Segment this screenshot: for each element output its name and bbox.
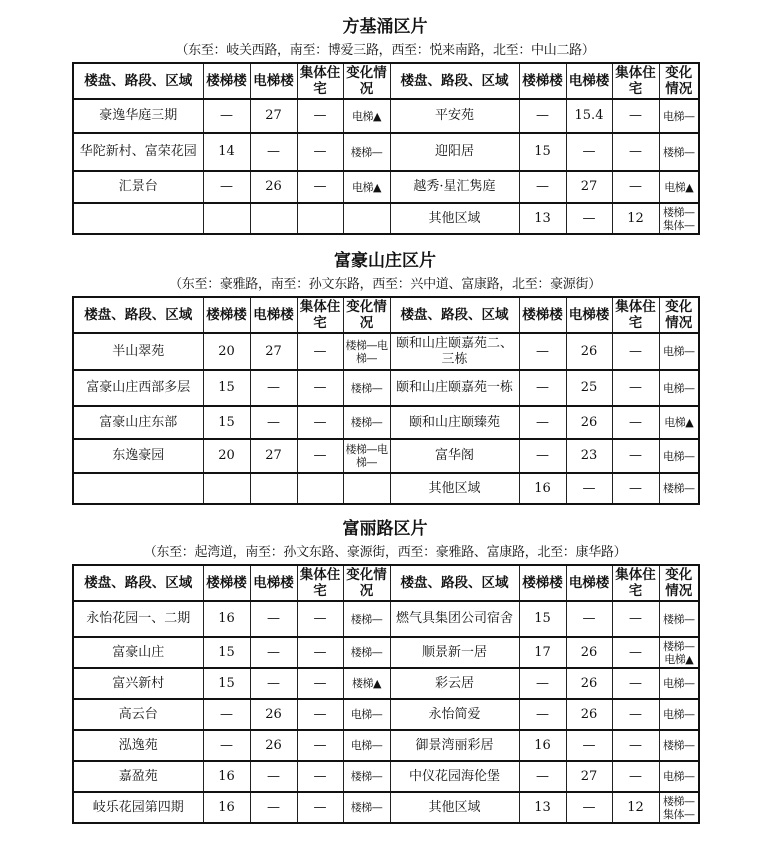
cell-elevator: 23 [566, 439, 612, 473]
section-fangjiyong [72, 14, 698, 235]
cell-stair: — [203, 171, 250, 203]
cell-name: 永怡花园一、二期 [73, 601, 203, 637]
cell-collective: — [612, 668, 659, 699]
cell-change: 楼梯—电梯▲ [659, 637, 699, 668]
cell-name: 岐乐花园第四期 [73, 792, 203, 823]
cell-elevator: — [250, 370, 297, 406]
cell-elevator: 26 [566, 699, 612, 730]
cell-elevator: 27 [566, 171, 612, 203]
cell-name: 其他区域 [390, 203, 519, 234]
header-name: 楼盘、路段、区域 [390, 297, 519, 333]
cell-change: 楼梯—集体— [659, 792, 699, 823]
cell-name: 富豪山庄 [73, 637, 203, 668]
cell-collective: — [297, 370, 343, 406]
cell-name: 颐和山庄颐嘉苑二、三栋 [390, 333, 519, 370]
cell-collective: — [612, 439, 659, 473]
cell-collective: — [612, 473, 659, 504]
cell-collective: — [612, 406, 659, 439]
cell-change: 楼梯— [343, 133, 390, 171]
cell-change: 楼梯— [343, 370, 390, 406]
cell-name: 彩云居 [390, 668, 519, 699]
cell-stair: — [203, 99, 250, 133]
cell-collective: — [297, 730, 343, 761]
cell-collective: — [612, 171, 659, 203]
cell-name: 顺景新一居 [390, 637, 519, 668]
cell-name: 富豪山庄西部多层 [73, 370, 203, 406]
header-stair: 楼梯楼 [519, 565, 566, 601]
cell-collective: — [297, 792, 343, 823]
cell-change: 楼梯— [343, 601, 390, 637]
table-row [73, 473, 699, 504]
cell-change: 楼梯— [343, 406, 390, 439]
cell-collective: — [297, 171, 343, 203]
table-row [73, 637, 699, 668]
cell-collective [297, 203, 343, 234]
section-title: 方基涌区片 [342, 17, 428, 37]
cell-stair: 15 [519, 601, 566, 637]
cell-stair: 14 [203, 133, 250, 171]
cell-collective: — [612, 637, 659, 668]
header-elevator: 电梯楼 [250, 565, 297, 601]
cell-collective: — [612, 99, 659, 133]
cell-collective: — [297, 699, 343, 730]
cell-name: 其他区域 [390, 473, 519, 504]
table-row [73, 333, 699, 370]
cell-elevator: 26 [566, 333, 612, 370]
cell-name: 豪逸华庭三期 [73, 99, 203, 133]
cell-change: 电梯▲ [659, 406, 699, 439]
cell-stair: — [519, 699, 566, 730]
cell-change: 楼梯—集体— [659, 203, 699, 234]
cell-elevator: — [250, 133, 297, 171]
cell-change: 电梯— [659, 370, 699, 406]
cell-stair [203, 203, 250, 234]
cell-stair: 16 [519, 473, 566, 504]
cell-stair: — [203, 699, 250, 730]
cell-name [73, 203, 203, 234]
cell-elevator: — [250, 668, 297, 699]
table-row [73, 699, 699, 730]
cell-elevator: — [566, 730, 612, 761]
table-row [73, 761, 699, 792]
cell-change: 楼梯— [659, 473, 699, 504]
section-fuli-road [72, 516, 698, 824]
cell-elevator [250, 203, 297, 234]
cell-elevator: 27 [566, 761, 612, 792]
cell-name: 中仪花园海伦堡 [390, 761, 519, 792]
cell-stair: 15 [519, 133, 566, 171]
cell-stair: — [519, 406, 566, 439]
price-table [72, 296, 700, 505]
cell-elevator: 26 [566, 637, 612, 668]
table-row [73, 133, 699, 171]
cell-collective: — [612, 370, 659, 406]
header-collective: 集体住宅 [612, 565, 659, 601]
cell-change: 楼梯— [343, 792, 390, 823]
cell-elevator: — [250, 637, 297, 668]
header-change: 变化情况 [659, 297, 699, 333]
cell-name: 半山翠苑 [73, 333, 203, 370]
cell-collective: 12 [612, 792, 659, 823]
cell-name: 富豪山庄东部 [73, 406, 203, 439]
cell-change: 楼梯— [659, 601, 699, 637]
cell-elevator: 27 [250, 439, 297, 473]
cell-collective: — [297, 668, 343, 699]
section-bounds: （东至：岐关西路，南至：博爱三路，西至：悦来南路，北至：中山二路） [175, 43, 595, 58]
cell-stair: 20 [203, 333, 250, 370]
cell-stair: 15 [203, 668, 250, 699]
cell-collective: — [612, 761, 659, 792]
cell-stair: — [519, 171, 566, 203]
section-fuhao-shanzhuang [72, 248, 698, 505]
cell-change: 电梯— [659, 699, 699, 730]
header-change: 变化情况 [343, 63, 390, 99]
cell-stair: 16 [203, 792, 250, 823]
section-bounds: （东至：豪雅路，南至：孙文东路，西至：兴中道、富康路，北至：豪源街） [169, 277, 601, 292]
header-change: 变化情况 [343, 565, 390, 601]
header-row [73, 565, 699, 601]
cell-name: 越秀·星汇隽庭 [390, 171, 519, 203]
cell-name: 高云台 [73, 699, 203, 730]
cell-change: 楼梯— [659, 730, 699, 761]
cell-name: 燃气具集团公司宿舍 [390, 601, 519, 637]
cell-change: 楼梯—电梯— [343, 439, 390, 473]
cell-stair: 15 [203, 637, 250, 668]
cell-collective: — [612, 601, 659, 637]
cell-elevator: 27 [250, 99, 297, 133]
cell-elevator: — [566, 792, 612, 823]
cell-stair: — [519, 761, 566, 792]
cell-collective: — [297, 439, 343, 473]
cell-collective: — [612, 333, 659, 370]
cell-stair: — [519, 668, 566, 699]
cell-stair: — [519, 99, 566, 133]
cell-stair: 15 [203, 406, 250, 439]
cell-name: 御景湾丽彩居 [390, 730, 519, 761]
cell-change: 电梯▲ [343, 171, 390, 203]
cell-name: 平安苑 [390, 99, 519, 133]
cell-name: 泓逸苑 [73, 730, 203, 761]
cell-elevator: 27 [250, 333, 297, 370]
cell-name: 汇景台 [73, 171, 203, 203]
price-table [72, 62, 700, 235]
cell-stair: 16 [203, 761, 250, 792]
header-elevator: 电梯楼 [250, 297, 297, 333]
cell-change: 楼梯— [659, 133, 699, 171]
cell-stair: — [519, 439, 566, 473]
header-stair: 楼梯楼 [203, 63, 250, 99]
cell-elevator: 25 [566, 370, 612, 406]
cell-name: 颐和山庄颐嘉苑一栋 [390, 370, 519, 406]
cell-stair: 16 [203, 601, 250, 637]
cell-stair: — [519, 370, 566, 406]
cell-elevator [250, 473, 297, 504]
cell-collective: — [612, 730, 659, 761]
table-row [73, 601, 699, 637]
cell-stair: — [203, 730, 250, 761]
table-row [73, 406, 699, 439]
cell-name: 富兴新村 [73, 668, 203, 699]
cell-name: 华陀新村、富荣花园 [73, 133, 203, 171]
header-stair: 楼梯楼 [203, 297, 250, 333]
cell-elevator: 26 [566, 406, 612, 439]
cell-change: 电梯— [659, 439, 699, 473]
cell-elevator: — [566, 473, 612, 504]
header-name: 楼盘、路段、区域 [390, 565, 519, 601]
cell-elevator: — [250, 761, 297, 792]
cell-name: 富华阁 [390, 439, 519, 473]
cell-stair: 16 [519, 730, 566, 761]
cell-collective: — [297, 761, 343, 792]
header-stair: 楼梯楼 [519, 63, 566, 99]
cell-name: 嘉盈苑 [73, 761, 203, 792]
table-row [73, 370, 699, 406]
header-name: 楼盘、路段、区域 [73, 565, 203, 601]
cell-change: 电梯— [659, 668, 699, 699]
header-collective: 集体住宅 [297, 297, 343, 333]
cell-change: 电梯— [659, 761, 699, 792]
cell-name: 颐和山庄颐臻苑 [390, 406, 519, 439]
header-name: 楼盘、路段、区域 [390, 63, 519, 99]
cell-collective: — [612, 133, 659, 171]
table-row [73, 730, 699, 761]
table-row [73, 203, 699, 234]
cell-elevator: 15.4 [566, 99, 612, 133]
header-elevator: 电梯楼 [566, 565, 612, 601]
cell-change: 楼梯— [343, 761, 390, 792]
cell-change: 楼梯— [343, 637, 390, 668]
cell-elevator: — [250, 406, 297, 439]
cell-elevator: 26 [250, 699, 297, 730]
header-collective: 集体住宅 [612, 63, 659, 99]
cell-stair: 17 [519, 637, 566, 668]
cell-stair [203, 473, 250, 504]
cell-elevator: 26 [250, 171, 297, 203]
cell-collective: — [297, 99, 343, 133]
cell-change: 电梯▲ [659, 171, 699, 203]
cell-collective: — [297, 333, 343, 370]
section-bounds: （东至：起湾道，南至：孙文东路、豪源街，西至：豪雅路、富康路，北至：康华路） [143, 545, 627, 560]
cell-elevator: — [250, 792, 297, 823]
section-title: 富豪山庄区片 [334, 251, 436, 271]
cell-elevator: — [566, 203, 612, 234]
cell-collective: — [297, 601, 343, 637]
header-row [73, 297, 699, 333]
cell-name: 永怡简爱 [390, 699, 519, 730]
table-row [73, 792, 699, 823]
header-stair: 楼梯楼 [519, 297, 566, 333]
cell-name: 迎阳居 [390, 133, 519, 171]
cell-collective [297, 473, 343, 504]
table-row [73, 99, 699, 133]
cell-change: 电梯— [343, 730, 390, 761]
header-collective: 集体住宅 [297, 565, 343, 601]
cell-change: 电梯— [659, 99, 699, 133]
cell-name: 其他区域 [390, 792, 519, 823]
table-row [73, 439, 699, 473]
cell-collective: 12 [612, 203, 659, 234]
cell-change: 楼梯▲ [343, 668, 390, 699]
cell-change [343, 473, 390, 504]
header-change: 变化情况 [659, 565, 699, 601]
cell-stair: 20 [203, 439, 250, 473]
cell-stair: — [519, 333, 566, 370]
section-title: 富丽路区片 [342, 519, 428, 539]
header-elevator: 电梯楼 [250, 63, 297, 99]
cell-collective: — [297, 133, 343, 171]
header-collective: 集体住宅 [297, 63, 343, 99]
cell-elevator: — [566, 133, 612, 171]
cell-change: 电梯— [343, 699, 390, 730]
cell-stair: 15 [203, 370, 250, 406]
table-row [73, 171, 699, 203]
header-elevator: 电梯楼 [566, 63, 612, 99]
header-name: 楼盘、路段、区域 [73, 297, 203, 333]
cell-change: 楼梯—电梯— [343, 333, 390, 370]
cell-name [73, 473, 203, 504]
price-table [72, 564, 700, 824]
cell-elevator: — [250, 601, 297, 637]
header-row [73, 63, 699, 99]
header-change: 变化情况 [343, 297, 390, 333]
cell-collective: — [612, 699, 659, 730]
header-change: 变化情况 [659, 63, 699, 99]
cell-stair: 13 [519, 792, 566, 823]
header-stair: 楼梯楼 [203, 565, 250, 601]
header-name: 楼盘、路段、区域 [73, 63, 203, 99]
cell-change: 电梯— [659, 333, 699, 370]
cell-elevator: 26 [250, 730, 297, 761]
table-row [73, 668, 699, 699]
cell-name: 东逸豪园 [73, 439, 203, 473]
cell-elevator: 26 [566, 668, 612, 699]
cell-collective: — [297, 406, 343, 439]
cell-change [343, 203, 390, 234]
cell-stair: 13 [519, 203, 566, 234]
header-elevator: 电梯楼 [566, 297, 612, 333]
cell-elevator: — [566, 601, 612, 637]
cell-collective: — [297, 637, 343, 668]
header-collective: 集体住宅 [612, 297, 659, 333]
cell-change: 电梯▲ [343, 99, 390, 133]
